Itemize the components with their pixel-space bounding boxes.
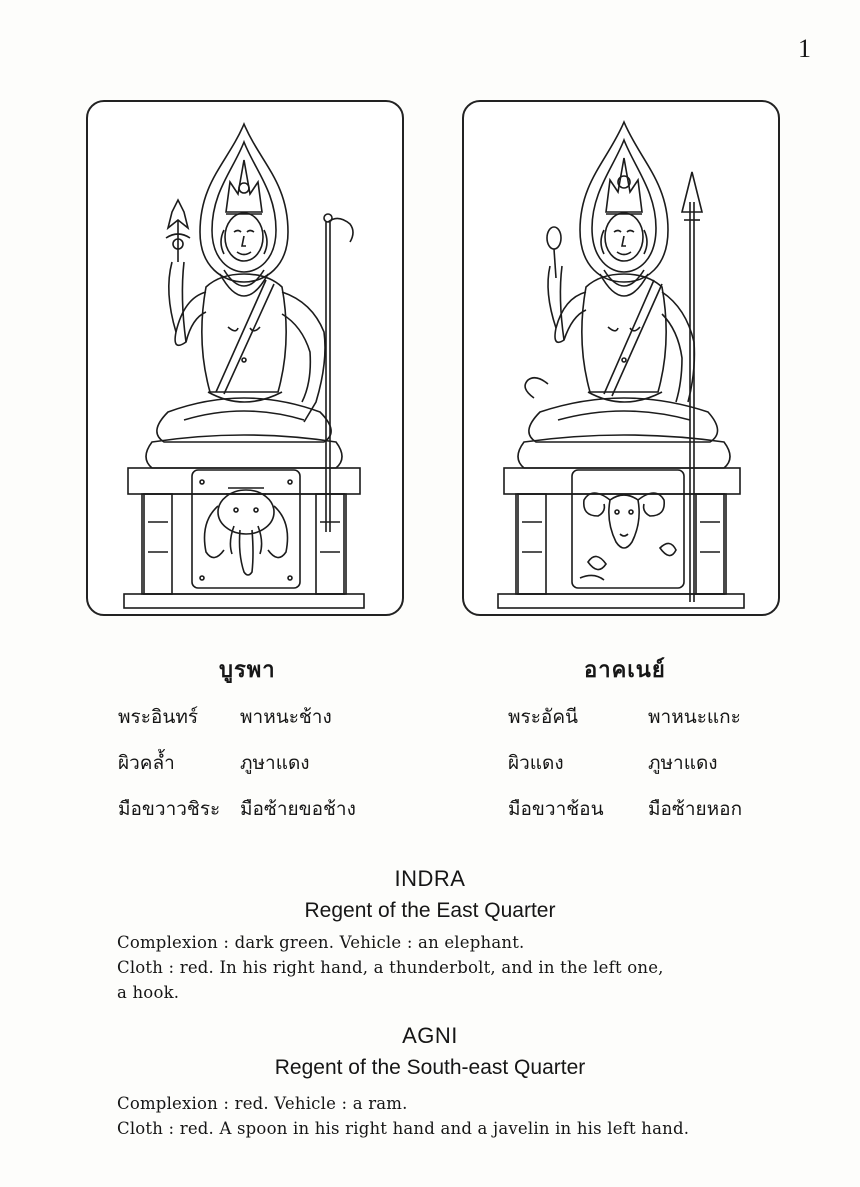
elephant-icon (205, 488, 288, 575)
thunderbolt-icon (166, 200, 190, 262)
thai-title-east: บูรพา (219, 657, 276, 683)
torso (202, 274, 286, 392)
indra-line-3: a hook. (117, 983, 180, 1002)
indra-regent: Regent of the East Quarter (304, 899, 556, 922)
hook-icon (324, 214, 353, 532)
indra-line-1: Complexion : dark green. Vehicle : an elephant. (117, 933, 525, 952)
thai-cell: พระอัคนี (508, 706, 579, 728)
thai-cell: ภูษาแดง (648, 752, 718, 774)
thai-cell: มือซ้ายขอช้าง (240, 798, 356, 820)
torso (582, 274, 666, 392)
indra-line-2: Cloth : red. In his right hand, a thunderbolt, and in the left one, (117, 958, 664, 977)
thai-cell: มือซ้ายหอก (648, 798, 743, 820)
indra-illustration (86, 100, 404, 616)
thai-cell: ผิวคล้ำ (118, 752, 175, 774)
thai-cell: ผิวแดง (508, 752, 564, 774)
agni-line-1: Complexion : red. Vehicle : a ram. (117, 1094, 408, 1113)
page-number: 1 (798, 34, 811, 63)
halo (580, 122, 668, 282)
thai-cell: มือขวาวชิระ (118, 798, 221, 820)
agni-illustration (462, 100, 780, 616)
indra-description (117, 930, 767, 1005)
ram-panel (572, 470, 684, 588)
thai-cell: พาหนะแกะ (648, 706, 741, 728)
thai-cell: พาหนะช้าง (240, 706, 332, 728)
pedestal (504, 468, 740, 494)
agni-line-2: Cloth : red. A spoon in his right hand and a javelin in his left hand. (117, 1119, 690, 1138)
thai-cell: มือขวาช้อน (508, 798, 604, 820)
agni-regent: Regent of the South-east Quarter (274, 1056, 586, 1079)
agni-description (117, 1091, 767, 1141)
halo (200, 124, 288, 282)
indra-heading: INDRA (394, 866, 466, 891)
ram-icon (584, 493, 664, 548)
thai-title-southeast: อาคเนย์ (584, 657, 666, 683)
thai-cell: ภูษาแดง (240, 752, 310, 774)
agni-heading: AGNI (402, 1023, 458, 1048)
thai-cell: พระอินทร์ (118, 706, 199, 728)
